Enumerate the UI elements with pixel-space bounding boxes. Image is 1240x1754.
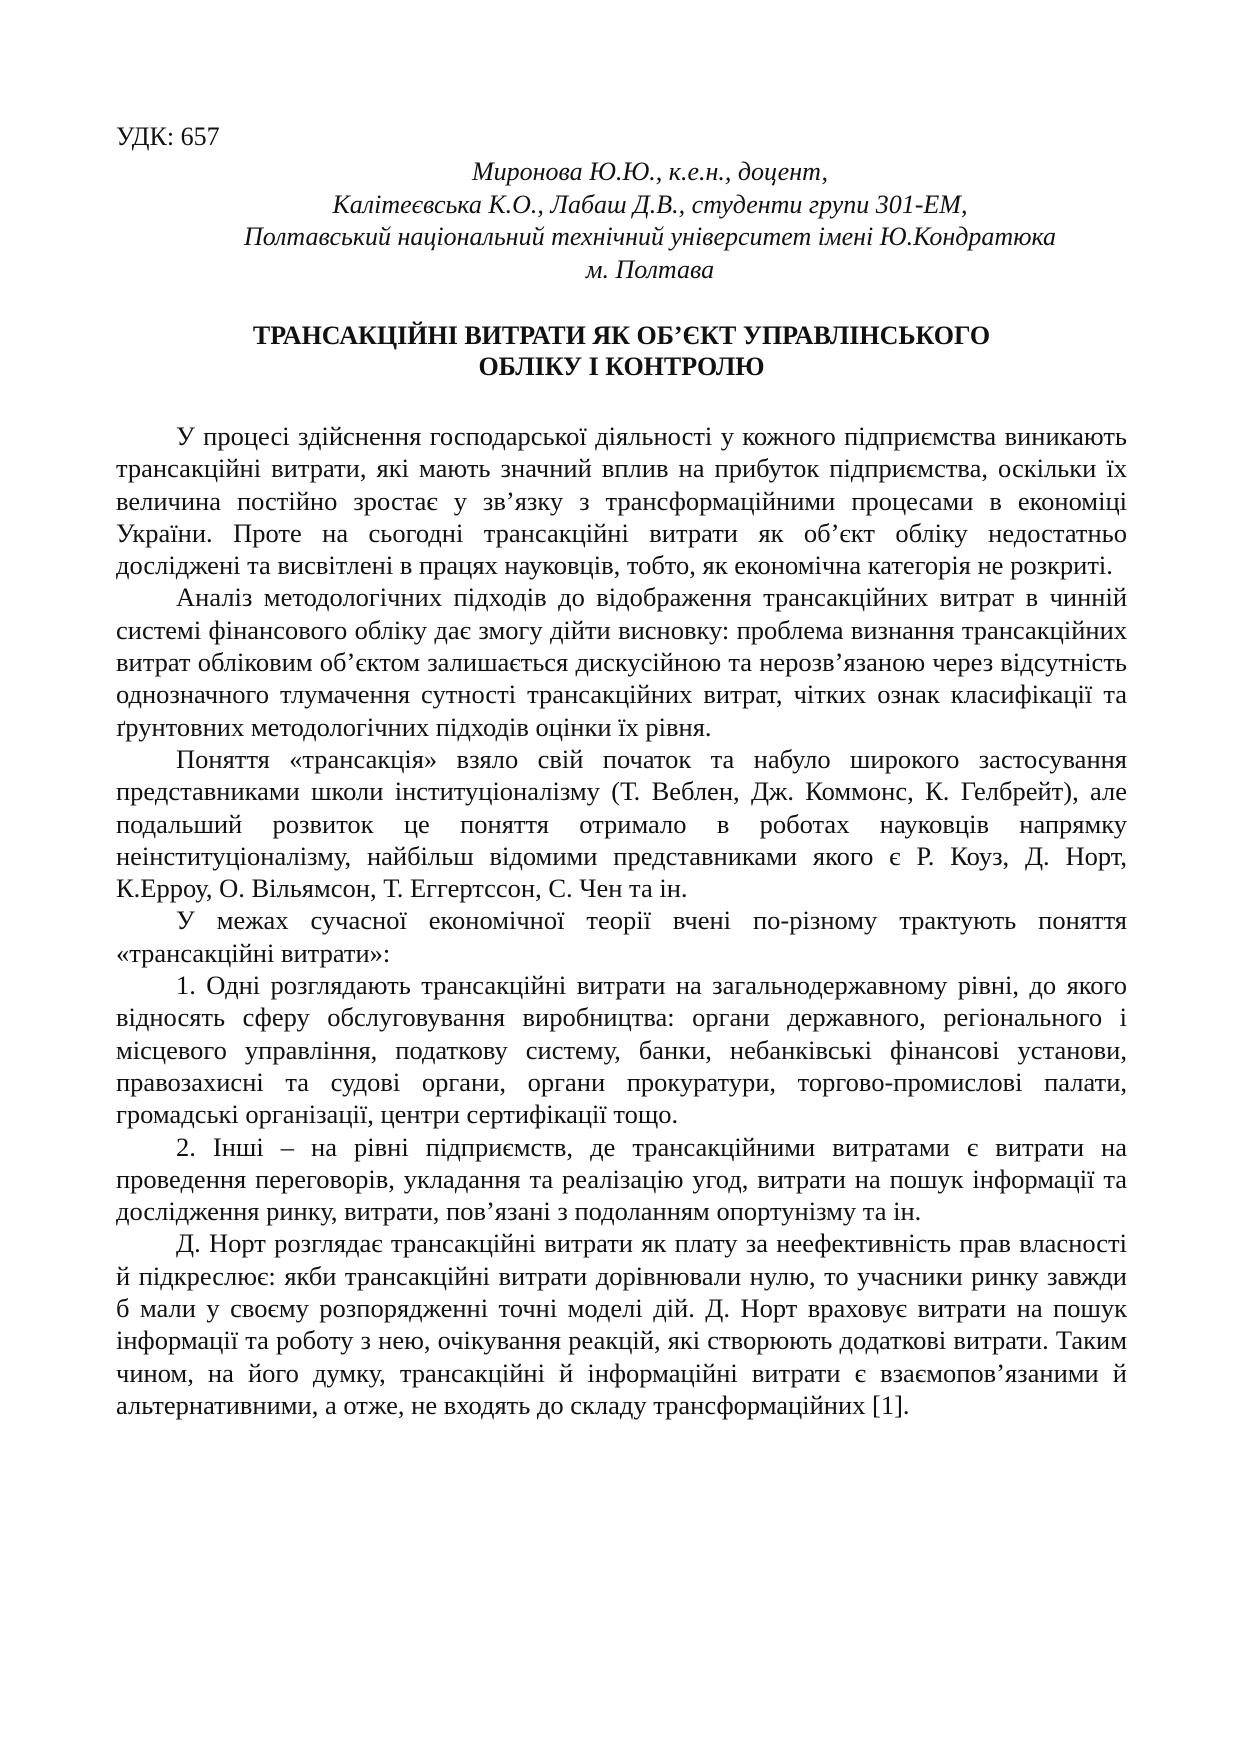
authors-block: [150, 156, 1150, 286]
udc-code: УДК: 657: [116, 122, 220, 151]
article-body: [116, 420, 1127, 1421]
affiliation-line: Полтавський національний технічний університет імені Ю.Кондратюка: [243, 222, 1057, 251]
paragraph: Д. Норт розглядає трансакційні витрати як плату за неефективність прав власності й підкреслює: якби трансакційні витрати дорівнювали нулю, то учасники ринку завжди б мали у своєму розпорядженні точні моделі дій. Д. Норт враховує витрати на пошук інформації та роботу з нею, очікування реакцій, які створюють додаткові витрати. Таким чином, на його думку, трансакційні й інформаційні витрати є взаємопов’язаними й альтернативними, а отже, не входять до складу трансформаційних [1].: [116, 1228, 1127, 1420]
paragraph: Поняття «трансакція» взяло свій початок та набуло широкого застосування представниками школи інституціоналізму (Т. Веблен, Дж. Коммонс, К. Гелбрейт), але подальший розвиток це поняття отримало в роботах науковців напрямку неінституціоналізму, найбільш відомими представниками якого є Р. Коуз, Д. Норт, К.Ерроу, О. Вільямсон, Т. Еггертссон, С. Чен та ін.: [116, 743, 1127, 904]
paragraph: 1. Одні розглядають трансакційні витрати на загальнодержавному рівні, до якого відносять сферу обслуговування виробництва: органи державного, регіонального і місцевого управління, податкову систему, банки, небанківські фінансові установи, правозахисні та судові органи, органи прокуратури, торгово-промислові палати, громадські організації, центри сертифікації тощо.: [116, 970, 1127, 1130]
paragraph: У межах сучасної економічної теорії вчені по-різному трактують поняття «трансакційні витрати»:: [116, 905, 1127, 968]
paragraph: Аналіз методологічних підходів до відображення трансакційних витрат в чинній системі фінансового обліку дає змогу дійти висновку: проблема визнання трансакційних витрат обліковим об’єктом залишається дискусійною та нерозв’язаною через відсутність однозначного тлумачення сутності трансакційних витрат, чітких ознак класифікації та ґрунтовних методологічних підходів оцінки їх рівня.: [116, 582, 1127, 742]
paragraph: 2. Інші – на рівні підприємств, де трансакційними витратами є витрати на проведення переговорів, укладання та реалізацію угод, витрати на пошук інформації та дослідження ринку, витрати, пов’язані з подоланням опортунізму та ін.: [116, 1131, 1127, 1227]
author-line: Миронова Ю.Ю., к.е.н., доцент,: [471, 157, 829, 186]
city-line: м. Полтава: [585, 254, 715, 284]
paragraph: У процесі здійснення господарської діяльності у кожного підприємства виникають трансакційні витрати, які мають значний вплив на прибуток підприємства, оскільки їх величина постійно зростає у зв’язку з трансформаційними процесами в економіці України. Проте на сьогодні трансакційні витрати як об’єкт обліку недостатньо досліджені та висвітлені в працях науковців, тобто, як економічна категорія не розкриті.: [116, 421, 1127, 581]
title-line: ТРАНСАКЦІЙНІ ВИТРАТИ ЯК ОБ’ЄКТ УПРАВЛІНСЬКОГО: [252, 321, 991, 350]
title-line: ОБЛІКУ І КОНТРОЛЮ: [478, 352, 765, 381]
article-title: [116, 320, 1127, 382]
author-line: Калітеєвська К.О., Лабаш Д.В., студенти групи 301-ЕМ,: [332, 189, 968, 219]
